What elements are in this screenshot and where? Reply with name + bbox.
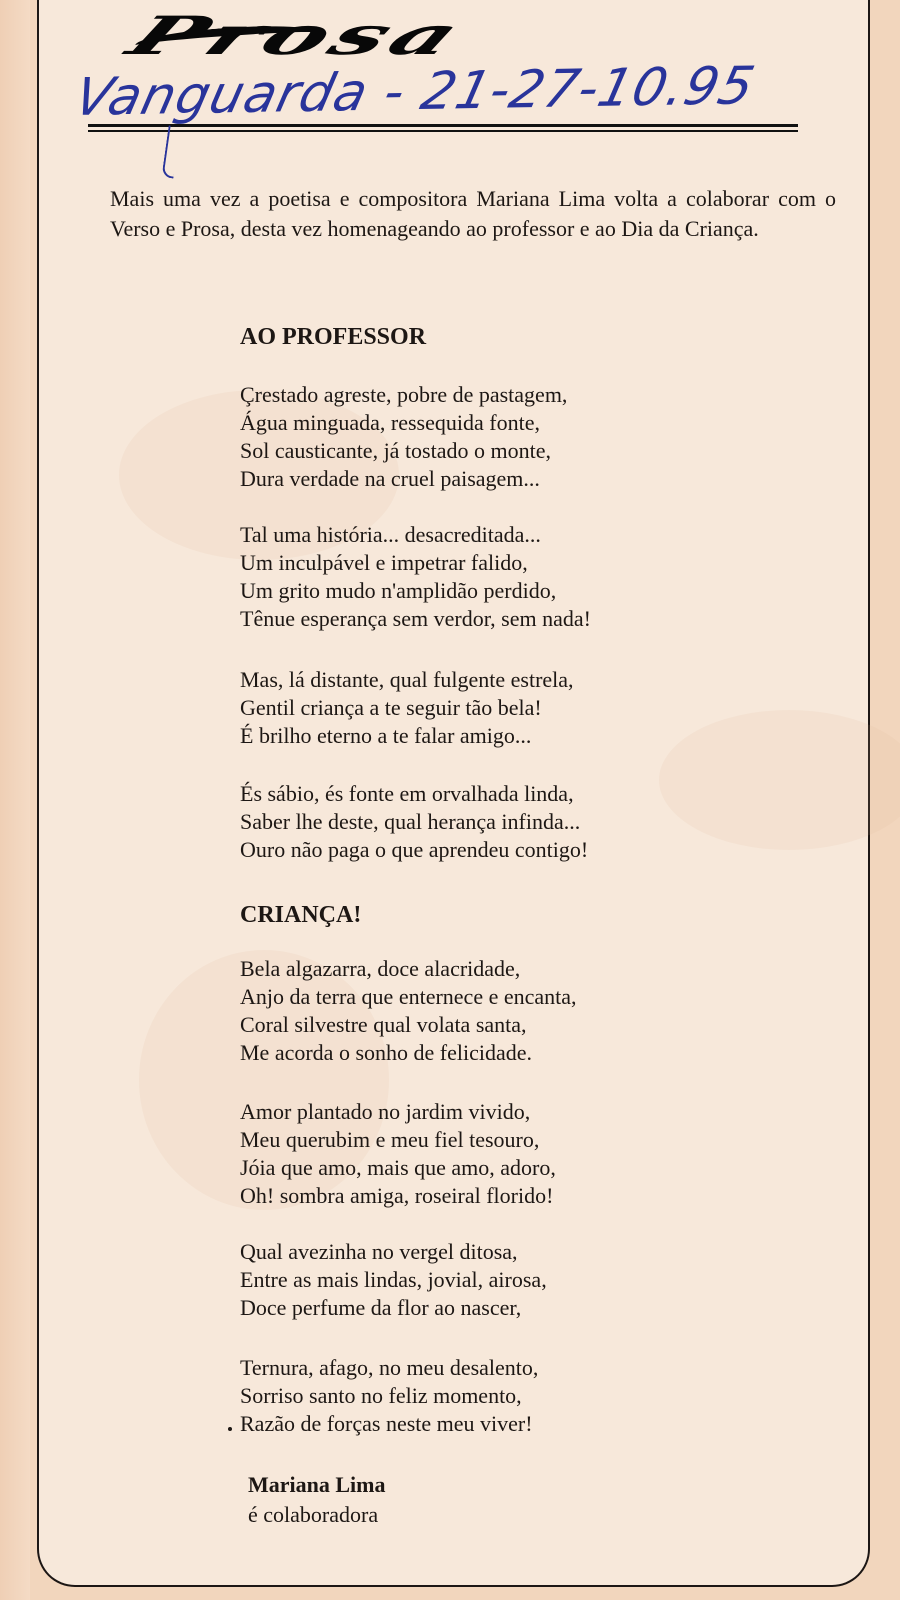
poem-line: Sol causticante, já tostado o monte, (240, 438, 551, 463)
poem-stanza (240, 666, 800, 750)
masthead-brand-text: Prosa (115, 5, 479, 68)
poem-line: Saber lhe deste, qual herança infinda... (240, 809, 581, 834)
poem-line: Qual avezinha no vergel ditosa, (240, 1239, 518, 1264)
poem-line: Sorriso santo no feliz momento, (240, 1383, 522, 1408)
poem-stanza (240, 1354, 800, 1438)
poem-line: Razão de forças neste meu viver! (240, 1411, 533, 1436)
poem-line: Tênue esperança sem verdor, sem nada! (240, 606, 591, 631)
poem-line: Gentil criança a te seguir tão bela! (240, 695, 542, 720)
poem-stanza (240, 955, 800, 1067)
poem-line: Çrestado agreste, pobre de pastagem, (240, 382, 568, 407)
poem-line: Dura verdade na cruel paisagem... (240, 466, 540, 491)
poem-line: Entre as mais lindas, jovial, airosa, (240, 1267, 547, 1292)
poem-title-ao-professor: AO PROFESSOR (240, 324, 427, 350)
masthead-rule (88, 130, 798, 132)
poem-line: Mas, lá distante, qual fulgente estrela, (240, 667, 574, 692)
poem-line: Água minguada, ressequida fonte, (240, 410, 540, 435)
poem-line: Um grito mudo n'amplidão perdido, (240, 578, 557, 603)
author-block (248, 1470, 386, 1530)
poem-line: Bela algazarra, doce alacridade, (240, 956, 521, 981)
poem-line: Um inculpável e impetrar falido, (240, 550, 528, 575)
poem-stanza (240, 780, 800, 864)
poem-line: Oh! sombra amiga, roseiral florido! (240, 1183, 554, 1208)
ink-dot (228, 1427, 232, 1431)
poem-line: Jóia que amo, mais que amo, adoro, (240, 1155, 556, 1180)
poem-line: Coral silvestre qual volata santa, (240, 1012, 527, 1037)
author-name: Mariana Lima (248, 1472, 386, 1497)
poem-stanza (240, 521, 800, 633)
poem-stanza (240, 381, 800, 493)
poem-title-crianca: CRIANÇA! (240, 902, 362, 928)
poem-line: Doce perfume da flor ao nascer, (240, 1295, 522, 1320)
intro-paragraph: Mais uma vez a poetisa e compositora Mariana Lima volta a colaborar com o Verso e Prosa, desta vez homenageando ao professor e ao Dia da Criança. (110, 186, 836, 241)
poem-line: Ouro não paga o que aprendeu contigo! (240, 837, 589, 862)
poem-stanza (240, 1098, 800, 1210)
poem-line: Anjo da terra que enternece e encanta, (240, 984, 577, 1009)
poem-line: Amor plantado no jardim vivido, (240, 1099, 531, 1124)
poem-line: É brilho eterno a te falar amigo... (240, 723, 532, 748)
handwritten-date-note: Vanguarda - 21-27-10.95 (69, 56, 761, 128)
author-role: é colaboradora (248, 1502, 379, 1527)
paper-edge (0, 0, 30, 1600)
poem-line: Meu querubim e meu fiel tesouro, (240, 1127, 540, 1152)
poem-line: Ternura, afago, no meu desalento, (240, 1355, 539, 1380)
poem-line: És sábio, és fonte em orvalhada linda, (240, 781, 574, 806)
poem-line: Me acorda o sonho de felicidade. (240, 1040, 532, 1065)
poem-line: Tal uma história... desacreditada... (240, 522, 541, 547)
poem-stanza (240, 1238, 800, 1322)
